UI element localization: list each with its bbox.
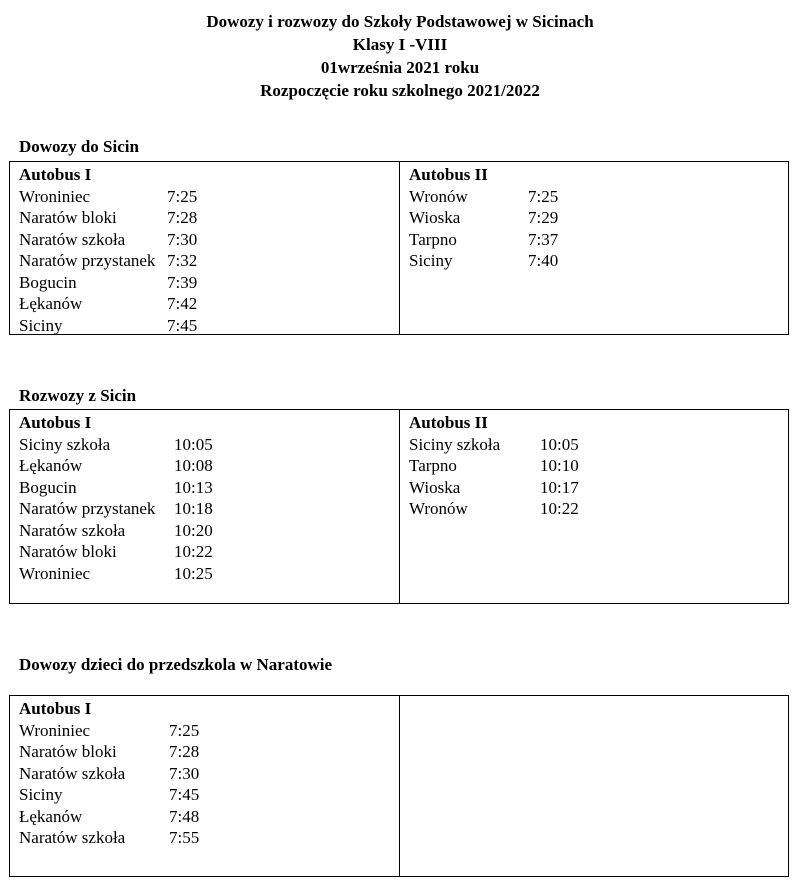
- stop-name: Wroniniec: [19, 186, 91, 206]
- bus-title: Autobus I: [19, 165, 92, 184]
- stop-time: 10:05: [540, 434, 579, 454]
- stop-name: Siciny szkoła: [409, 434, 501, 454]
- stop-time: 7:48: [169, 806, 200, 826]
- stop-row: [19, 806, 399, 828]
- table-przedszkole: [9, 695, 789, 877]
- stop-time: 7:25: [528, 186, 559, 206]
- stop-time: 10:10: [540, 456, 579, 475]
- stop-name: Bogucin: [19, 477, 77, 497]
- stop-row: [19, 498, 399, 520]
- stop-time: 7:28: [167, 208, 198, 227]
- stop-name: Naratów bloki: [19, 742, 117, 761]
- stop-name: Łękanów: [19, 294, 83, 313]
- stop-time: 7:39: [167, 272, 198, 292]
- stop-name: Siciny: [19, 785, 63, 804]
- stop-row: [19, 250, 399, 272]
- stop-row: [19, 541, 399, 563]
- stop-time: 10:08: [174, 456, 213, 475]
- stop-name: Łękanów: [19, 456, 83, 475]
- stop-time: 7:40: [528, 251, 559, 270]
- stop-row: [19, 720, 399, 742]
- stop-name: Naratów przystanek: [19, 251, 156, 270]
- table-dowozy: [9, 161, 789, 335]
- stop-name: Wronów: [409, 499, 468, 518]
- stop-name: Wioska: [409, 208, 461, 227]
- stop-name: Naratów szkoła: [19, 229, 126, 249]
- section-title-przedszkole: Dowozy dzieci do przedszkola w Naratowie: [19, 655, 333, 674]
- stop-time: 7:55: [169, 828, 200, 847]
- header-date: 01września 2021 roku: [320, 58, 480, 77]
- stop-row: [409, 477, 788, 499]
- stop-row: [19, 207, 399, 229]
- stop-time: 10:18: [174, 499, 213, 518]
- stop-time: 7:37: [528, 229, 559, 249]
- stop-row: [19, 229, 399, 251]
- stop-row: [19, 763, 399, 785]
- stop-row: [19, 434, 399, 456]
- stop-row: [19, 455, 399, 477]
- stop-name: Wioska: [409, 477, 461, 497]
- stop-time: 7:30: [167, 229, 198, 249]
- stop-row: [409, 434, 788, 456]
- stop-time: 10:22: [174, 542, 213, 561]
- stop-name: Siciny szkoła: [19, 434, 111, 454]
- stop-name: Siciny: [409, 251, 453, 270]
- stop-name: Naratów przystanek: [19, 499, 156, 518]
- stop-time: 7:29: [528, 208, 559, 227]
- section-title-rozwozy: Rozwozy z Sicin: [19, 386, 137, 405]
- bus-cell-dowozy-bus1: [10, 162, 400, 334]
- stop-row: [409, 498, 788, 520]
- header-title: Dowozy i rozwozy do Szkoły Podstawowej w Sicinach: [206, 12, 594, 31]
- stop-time: 10:25: [174, 563, 213, 583]
- stop-name: Naratów szkoła: [19, 520, 126, 540]
- stop-row: [19, 186, 399, 208]
- stop-name: Naratów szkoła: [19, 763, 126, 783]
- stop-row: [19, 520, 399, 542]
- stop-name: Wroniniec: [19, 563, 91, 583]
- table-rozwozy: [9, 409, 789, 604]
- stop-row: [19, 827, 399, 849]
- stop-time: 10:22: [540, 499, 579, 518]
- stop-name: Naratów bloki: [19, 208, 117, 227]
- bus-cell-przedszkole-bus1: [10, 696, 400, 876]
- stop-name: Tarpno: [409, 229, 457, 249]
- bus-cell-rozwozy-bus2: [400, 410, 788, 603]
- bus-cell-przedszkole-empty: [400, 696, 788, 876]
- stop-list: [409, 186, 788, 272]
- bus-cell-dowozy-bus2: [400, 162, 788, 334]
- stop-time: 7:28: [169, 742, 200, 761]
- stop-time: 7:45: [169, 785, 200, 804]
- stop-name: Łękanów: [19, 806, 83, 826]
- bus-title: Autobus II: [409, 165, 488, 184]
- bus-title: Autobus I: [19, 413, 92, 432]
- header-classes: Klasy I -VIII: [352, 35, 448, 54]
- stop-row: [19, 477, 399, 499]
- document-header: [0, 10, 800, 102]
- stop-name: Wronów: [409, 186, 468, 206]
- stop-time: 10:05: [174, 434, 213, 454]
- stop-row: [19, 563, 399, 585]
- stop-row: [19, 293, 399, 315]
- stop-list: [19, 434, 399, 585]
- stop-row: [409, 455, 788, 477]
- stop-row: [19, 272, 399, 294]
- stop-time: 7:32: [167, 251, 198, 270]
- bus-title: Autobus I: [19, 699, 92, 718]
- stop-row: [409, 250, 788, 272]
- stop-name: Bogucin: [19, 272, 77, 292]
- stop-time: 7:25: [167, 186, 198, 206]
- stop-time: 7:45: [167, 315, 198, 335]
- bus-cell-rozwozy-bus1: [10, 410, 400, 603]
- stop-time: 10:17: [540, 477, 579, 497]
- stop-time: 10:20: [174, 520, 213, 540]
- stop-time: 7:42: [167, 294, 198, 313]
- stop-row: [409, 207, 788, 229]
- stop-row: [19, 741, 399, 763]
- stop-list: [409, 434, 788, 520]
- bus-title: Autobus II: [409, 413, 488, 432]
- stop-name: Siciny: [19, 315, 63, 335]
- stop-name: Wroniniec: [19, 720, 91, 740]
- stop-list: [19, 186, 399, 337]
- stop-name: Naratów szkoła: [19, 828, 126, 847]
- stop-row: [19, 784, 399, 806]
- stop-time: 7:30: [169, 763, 200, 783]
- stop-list: [19, 720, 399, 849]
- stop-row: [19, 315, 399, 337]
- section-title-dowozy: Dowozy do Sicin: [19, 137, 139, 156]
- header-school-year: Rozpoczęcie roku szkolnego 2021/2022: [260, 81, 540, 100]
- stop-row: [409, 229, 788, 251]
- stop-name: Tarpno: [409, 456, 457, 475]
- stop-name: Naratów bloki: [19, 542, 117, 561]
- stop-time: 7:25: [169, 720, 200, 740]
- stop-time: 10:13: [174, 477, 213, 497]
- stop-row: [409, 186, 788, 208]
